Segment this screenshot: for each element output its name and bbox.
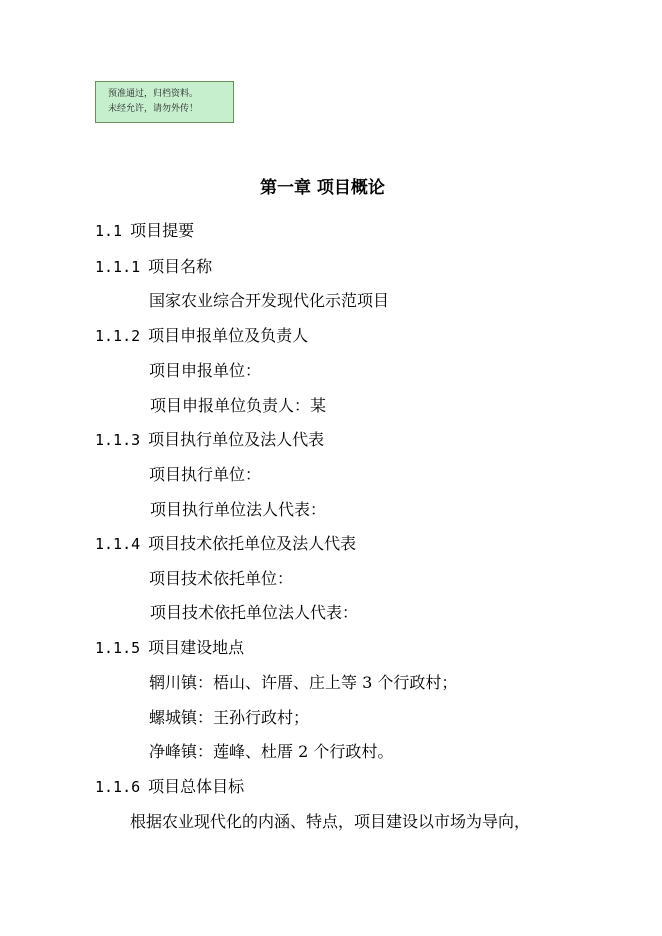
body-line: 项目申报单位负责人：某 bbox=[150, 396, 327, 415]
paragraph-line: 根据农业现代化的内涵、特点，项目建设以市场为导向， bbox=[130, 812, 531, 831]
subsection-title: 项目名称 bbox=[148, 257, 213, 276]
subsection-title: 项目总体目标 bbox=[148, 777, 245, 796]
subsection-number: 1.1.2 bbox=[95, 327, 141, 345]
body-line: 项目执行单位法人代表： bbox=[150, 500, 327, 519]
subsection-title: 项目申报单位及负责人 bbox=[148, 326, 309, 345]
body-line: 净峰镇：莲峰、杜厝 2 个行政村。 bbox=[149, 742, 394, 761]
body-line: 项目技术依托单位法人代表： bbox=[150, 603, 359, 622]
section-number: 1.1 bbox=[95, 222, 123, 240]
body-line: 辋川镇：梧山、许厝、庄上等 3 个行政村； bbox=[149, 673, 458, 692]
stamp-line-2: 未经允许，请勿外传！ bbox=[108, 104, 199, 114]
subsection-heading bbox=[95, 326, 308, 346]
body-line: 国家农业综合开发现代化示范项目 bbox=[149, 291, 390, 310]
section-title: 项目提要 bbox=[130, 221, 195, 240]
subsection-heading bbox=[95, 777, 244, 797]
section-heading bbox=[95, 221, 194, 241]
subsection-number: 1.1.1 bbox=[95, 258, 141, 276]
body-line: 螺城镇：王孙行政村； bbox=[149, 708, 310, 727]
subsection-number: 1.1.5 bbox=[95, 639, 141, 657]
subsection-heading bbox=[95, 257, 212, 277]
subsection-heading bbox=[95, 430, 324, 450]
subsection-number: 1.1.6 bbox=[95, 778, 141, 796]
chapter-title: 第一章 项目概论 bbox=[260, 178, 385, 198]
body-line: 项目执行单位： bbox=[149, 465, 262, 484]
stamp-line-1: 预准通过，归档资料。 bbox=[108, 89, 199, 99]
subsection-number: 1.1.3 bbox=[95, 431, 141, 449]
subsection-heading bbox=[95, 638, 244, 658]
subsection-title: 项目建设地点 bbox=[148, 638, 245, 657]
body-line: 项目技术依托单位： bbox=[149, 569, 294, 588]
subsection-number: 1.1.4 bbox=[95, 535, 141, 553]
subsection-title: 项目技术依托单位及法人代表 bbox=[148, 534, 357, 553]
subsection-heading bbox=[95, 534, 356, 554]
approval-stamp bbox=[95, 81, 234, 123]
body-line: 项目申报单位： bbox=[149, 361, 262, 380]
subsection-title: 项目执行单位及法人代表 bbox=[148, 430, 325, 449]
